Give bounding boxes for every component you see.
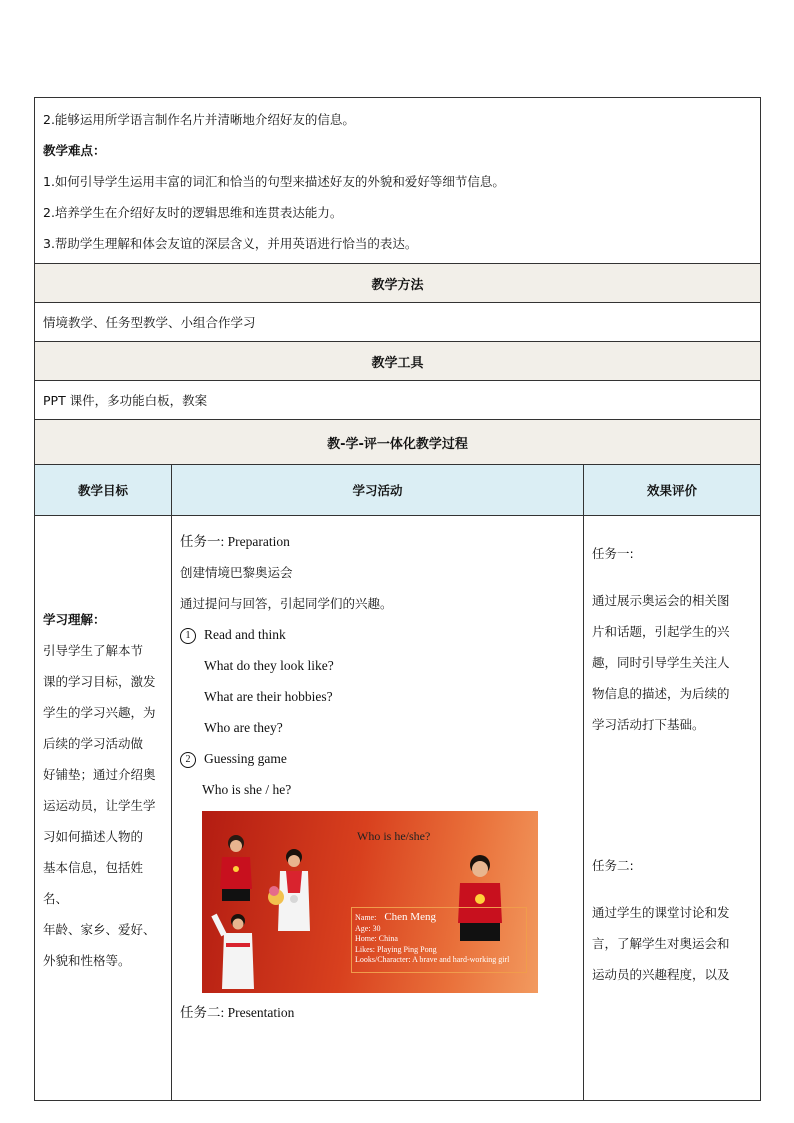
goal-line: 外貌和性格等。: [43, 953, 131, 968]
task2-title: 任务二: Presentation: [180, 1005, 295, 1020]
goal-line: 年龄、家乡、爱好、: [43, 922, 156, 937]
difficulty-item: 2.培养学生在介绍好友时的逻辑思维和连贯表达能力。: [43, 205, 343, 220]
athlete-info-card: [351, 907, 527, 973]
athlete-likes: Likes: Playing Ping Pong: [355, 944, 437, 954]
step2-label: Guessing game: [204, 751, 287, 766]
step1: [180, 619, 575, 650]
process-content-row: [35, 516, 761, 1101]
goal-line: 课的学习目标，激发: [43, 674, 156, 689]
eval-task1-label: 任务一:: [592, 546, 634, 561]
eval-line: 学习活动打下基础。: [592, 717, 705, 732]
eval-line: 通过学生的课堂讨论和发: [592, 905, 730, 920]
goal-cell: [35, 516, 172, 1101]
athlete-looks: Looks/Character: A brave and hard-working girl: [355, 955, 510, 964]
question-item: Who are they?: [204, 720, 283, 735]
task1-line: 通过提问与回答，引起同学们的兴趣。: [180, 596, 393, 611]
methods-content-row: [35, 303, 761, 342]
question-item: What are their hobbies?: [204, 689, 333, 704]
difficulty-heading: 教学难点：: [43, 143, 106, 158]
lesson-plan-table: [34, 97, 761, 1101]
task1-line: 创建情境巴黎奥运会: [180, 565, 293, 580]
eval-line: 通过展示奥运会的相关图: [592, 593, 730, 608]
eval-task2-label: 任务二:: [592, 858, 634, 873]
goal-label: 学习理解：: [43, 612, 106, 627]
goal-line: 学生的学习兴趣，为: [43, 705, 156, 720]
column-header-activities: 学习活动: [172, 465, 584, 516]
process-heading-row: [35, 420, 761, 465]
athlete-photo-icon: [212, 833, 262, 905]
name-label: Name:: [355, 913, 377, 922]
evaluation-cell: [584, 516, 761, 1101]
step1-label: Read and think: [204, 627, 286, 642]
eval-line: 运动员的兴趣程度，以及: [592, 967, 730, 982]
goal-line: 引导学生了解本节: [43, 643, 144, 658]
athlete-photo-icon: [266, 847, 322, 933]
guessing-game-slide: [202, 811, 538, 993]
difficulty-item: 1.如何引导学生运用丰富的词汇和恰当的句型来描述好友的外貌和爱好等细节信息。: [43, 174, 505, 189]
difficulty-item: 3.帮助学生理解和体会友谊的深层含义，并用英语进行恰当的表达。: [43, 236, 418, 251]
methods-content: 情境教学、任务型教学、小组合作学习: [35, 303, 761, 342]
goal-line: 习如何描述人物的: [43, 829, 144, 844]
task1-title: 任务一: Preparation: [180, 534, 290, 549]
process-heading: 教-学-评一体化教学过程: [35, 420, 761, 465]
lesson-plan-page: [34, 97, 760, 1101]
eval-line: 物信息的描述，为后续的: [592, 686, 730, 701]
difficulty-row: [35, 98, 761, 264]
athlete-age: Age: 30: [355, 923, 381, 933]
column-header-evaluation: 效果评价: [584, 465, 761, 516]
methods-heading: 教学方法: [35, 264, 761, 303]
tools-content-row: [35, 381, 761, 420]
goal-line-2: 2.能够运用所学语言制作名片并清晰地介绍好友的信息。: [43, 112, 355, 127]
goal-line: 基本信息，包括姓名、: [43, 860, 144, 906]
step-number-badge: 1: [180, 628, 196, 644]
step2: [180, 743, 575, 774]
process-column-header-row: [35, 465, 761, 516]
eval-line: 言，了解学生对奥运会和: [592, 936, 730, 951]
tools-content: PPT 课件，多功能白板，教案: [35, 381, 761, 420]
goal-line: 运运动员，让学生学: [43, 798, 156, 813]
goal-line: 后续的学习活动做: [43, 736, 144, 751]
goal-line: 好铺垫；通过介绍奥: [43, 767, 156, 782]
activities-cell: [172, 516, 584, 1101]
tools-heading: 教学工具: [35, 342, 761, 381]
eval-line: 片和话题，引起学生的兴: [592, 624, 730, 639]
methods-heading-row: [35, 264, 761, 303]
game-question: Who is she / he?: [202, 782, 292, 797]
tools-heading-row: [35, 342, 761, 381]
slide-title: Who is he/she?: [357, 829, 431, 843]
athlete-home: Home: China: [355, 934, 398, 943]
eval-line: 趣，同时引导学生关注人: [592, 655, 730, 670]
question-item: What do they look like?: [204, 658, 334, 673]
athlete-name: Chen Meng: [384, 911, 436, 923]
athlete-photo-icon: [210, 909, 270, 991]
step-number-badge: 2: [180, 752, 196, 768]
column-header-goal: 教学目标: [35, 465, 172, 516]
